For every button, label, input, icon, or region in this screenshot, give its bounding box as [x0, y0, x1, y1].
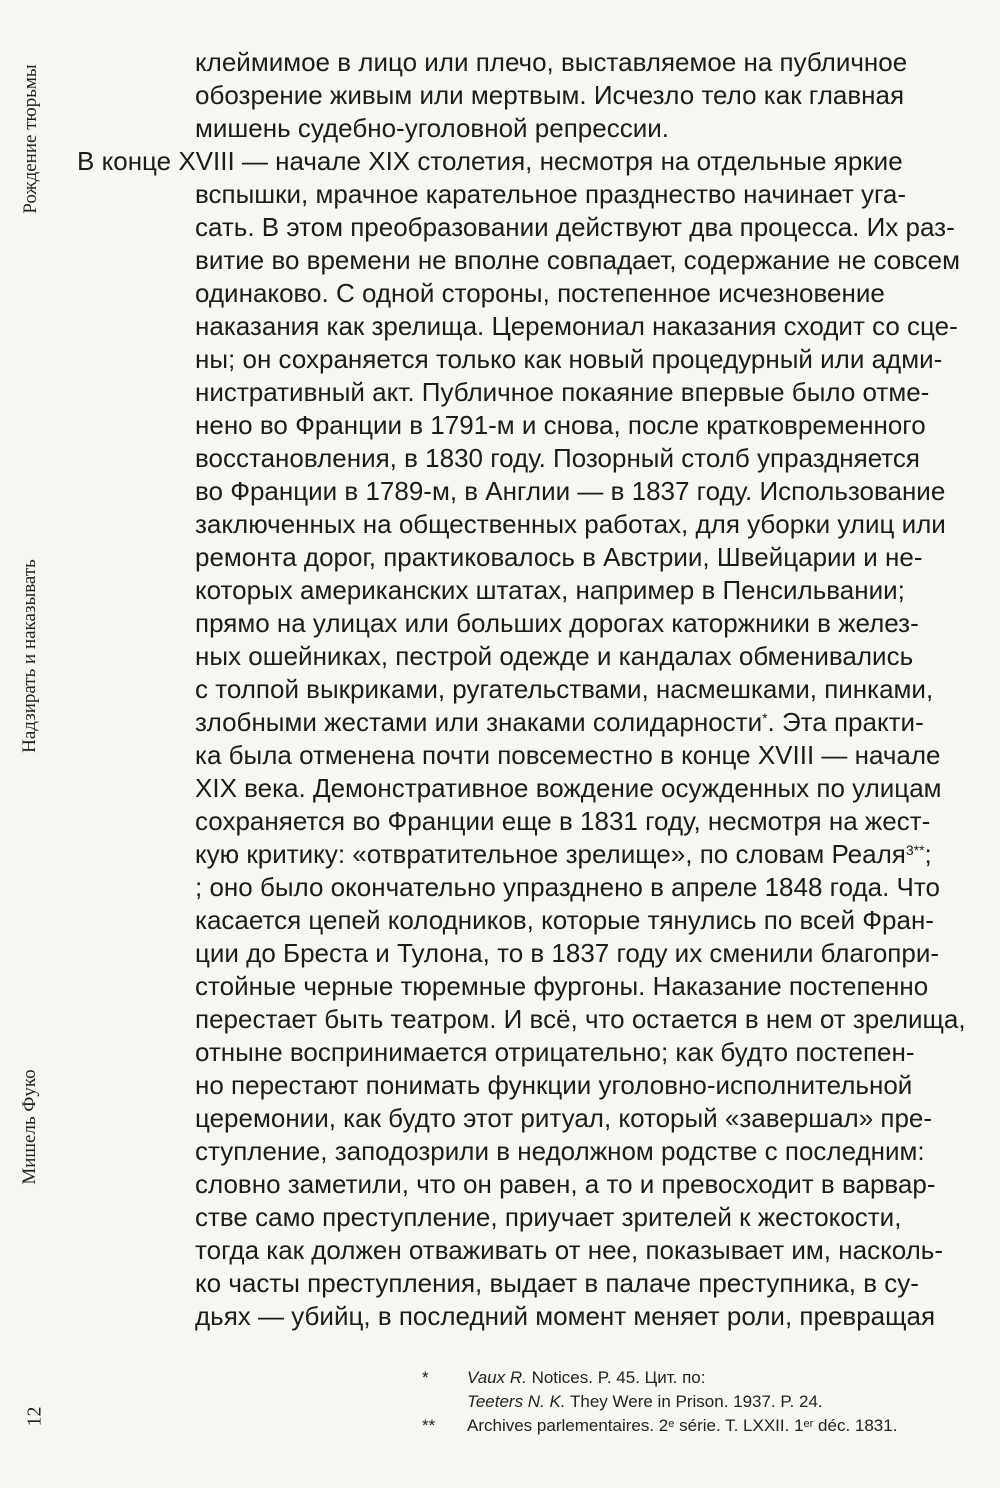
text-line: стойные черные тюремные фургоны. Наказание постепенно: [195, 971, 929, 1001]
text-line: с толпой выкриками, ругательствами, насмешками, пинками,: [195, 674, 934, 704]
text-line-tail: ;: [924, 839, 932, 869]
running-head-part-title: Рождение тюрьмы: [20, 64, 41, 214]
text-line-tail: . Эта практи-: [767, 707, 924, 737]
running-head-author: Мишель Фуко: [19, 1069, 40, 1185]
text-line: ка была отменена почти повсеместно в конце XVIII — начале: [195, 740, 941, 770]
footnote-marker: *: [422, 1368, 429, 1387]
text-line: ; оно было окончательно упразднено в апреле 1848 года. Что: [195, 872, 940, 902]
text-line: клеймимое в лицо или плечо, выставляемое на публичное: [195, 47, 908, 77]
text-line: стве само преступление, приучает зрителей к жестокости,: [195, 1202, 902, 1232]
text-line: тогда как должен отваживать от нее, показывает им, насколь-: [195, 1235, 944, 1265]
footnote-author: Teeters N. K.: [467, 1392, 566, 1411]
text-line: наказания как зрелища. Церемониал наказания сходит со сце-: [195, 311, 958, 341]
text-line: вспышки, мрачное карательное празднество начинает уга-: [195, 179, 907, 209]
footnote-ref[interactable]: *: [762, 710, 768, 726]
text-line: ции до Бреста и Тулона, то в 1837 году их сменили благопри-: [195, 938, 940, 968]
footnote-1-continued: [467, 1390, 823, 1414]
footnote-text: Notices. P. 45. Цит. по:: [526, 1368, 706, 1387]
text-line: касается цепей колодников, которые тянулись по всей Фран-: [195, 905, 934, 935]
footnote-author: Vaux R.: [467, 1368, 527, 1387]
text-line-head: кую критику: «отвратительное зрелище», по словам Реаля: [195, 839, 906, 869]
text-line: обозрение живым или мертвым. Исчезло тело как главная: [195, 80, 905, 110]
running-head-book-title: Надзирать и наказывать: [19, 559, 40, 753]
text-line: нистративный акт. Публичное покаяние впервые было отме-: [195, 377, 930, 407]
text-line: нено во Франции в 1791-м и снова, после кратковременного: [195, 410, 926, 440]
footnote-text: série. T. LXXII. 1: [674, 1416, 804, 1435]
text-line: мишень судебно-уголовной репрессии.: [195, 113, 669, 143]
footnote-marker: **: [422, 1416, 436, 1435]
text-line: ко часты преступления, выдает в палаче преступника, в су-: [195, 1268, 919, 1298]
footnote-text: They Were in Prison. 1937. P. 24.: [565, 1392, 823, 1411]
footnote-text: Archives parlementaires. 2: [467, 1416, 669, 1435]
text-line: отныне воспринимается отрицательно; как будто постепен-: [195, 1037, 915, 1067]
text-line: ны; он сохраняется только как новый процедурный или адми-: [195, 344, 943, 374]
paragraph-first-line: В конце XVIII — начале XIX столетия, несмотря на отдельные яркие: [77, 146, 903, 176]
text-line: XIX века. Демонстративное вождение осужденных по улицам: [195, 773, 942, 803]
text-line: ных ошейниках, пестрой одежде и кандалах обменивались: [195, 641, 914, 671]
text-line: заключенных на общественных работах, для уборки улиц или: [195, 509, 946, 539]
superscript: er: [803, 1418, 814, 1430]
text-line: одинаково. С одной стороны, постепенное исчезновение: [195, 278, 885, 308]
text-line-head: злобными жестами или знаками солидарности: [195, 707, 763, 737]
text-line: которых американских штатах, например в Пенсильвании;: [195, 575, 905, 605]
page-number: 12: [23, 1406, 46, 1427]
text-line: прямо на улицах или больших дорогах каторжники в желез-: [195, 608, 919, 638]
text-line: ремонта дорог, практиковалось в Австрии, Швейцарии и не-: [195, 542, 923, 572]
text-line: во Франции в 1789-м, в Англии — в 1837 году. Использование: [195, 476, 946, 506]
text-line: витие во времени не вполне совпадает, содержание не совсем: [195, 245, 961, 275]
superscript: e: [668, 1418, 675, 1430]
text-line: словно заметили, что он равен, а то и превосходит в варвар-: [195, 1169, 936, 1199]
text-line: сать. В этом преобразовании действуют два процесса. Их раз-: [195, 212, 955, 242]
text-line: восстановления, в 1830 году. Позорный столб упраздняется: [195, 443, 920, 473]
footnote-text: déc. 1831.: [813, 1416, 898, 1435]
text-line: церемонии, как будто этот ритуал, который «завершал» пре-: [195, 1103, 933, 1133]
text-line: перестает быть театром. И всё, что остается в нем от зрелища,: [195, 1004, 966, 1034]
text-line: дьях — убийц, в последний момент меняет роли, превращая: [195, 1301, 936, 1331]
text-line: [195, 706, 924, 739]
footnote-ref[interactable]: 3**: [905, 842, 925, 858]
text-line: ступление, заподозрили в недолжном родстве с последним:: [195, 1136, 925, 1166]
text-line: сохраняется во Франции еще в 1831 году, несмотря на жест-: [195, 806, 931, 836]
footnote-2: [467, 1414, 897, 1438]
text-line: но перестают понимать функции уголовно-исполнительной: [195, 1070, 913, 1100]
footnote-1: [467, 1366, 705, 1390]
text-line: [195, 838, 932, 871]
